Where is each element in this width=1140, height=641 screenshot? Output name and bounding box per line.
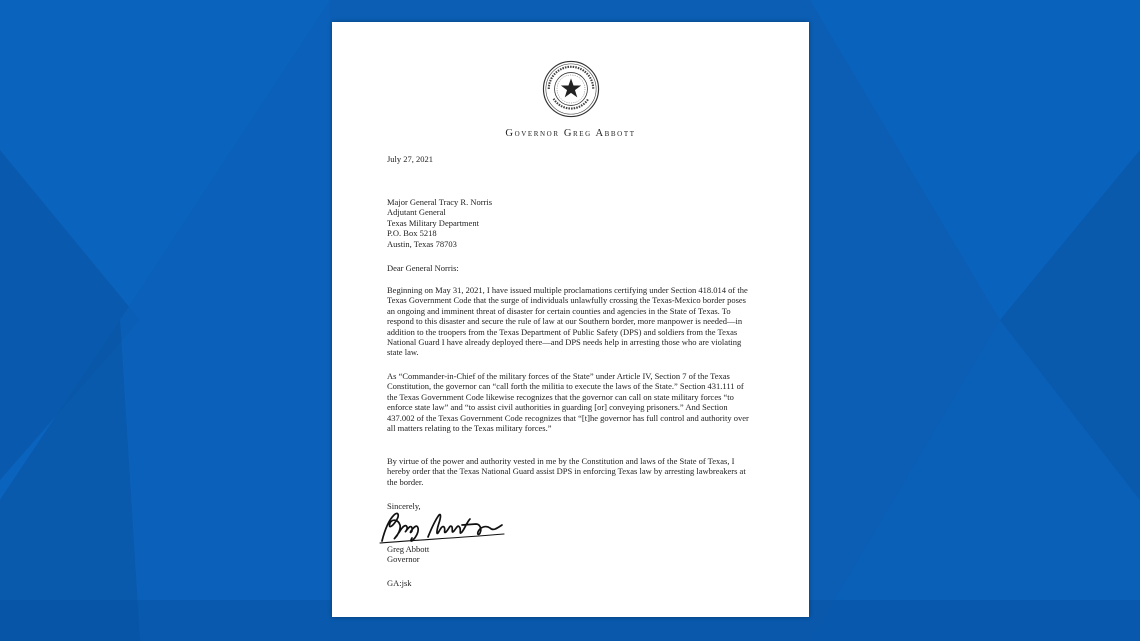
signer-title: Governor <box>387 554 420 565</box>
recipient-line: Adjutant General <box>387 207 446 218</box>
recipient-line: P.O. Box 5218 <box>387 228 437 239</box>
paragraph-text: As “Commander-in-Chief of the military forces of the State” under Article IV, Section 7 of the Texas Constitution, the governor can “call forth the militia to execute the laws of the State.” Section 431.111 of the Texas Government Code likewise recognizes that the governor can call on state military forces “to enforce state law” and “to assist civil authorities in guarding [or] conveying prisoners.” And Section 437.002 of the Texas Government Code recognizes that “[t]he governor has full control and authority over all matters relating to the Texas military forces.” <box>387 371 749 434</box>
recipient-line: Texas Military Department <box>387 217 479 228</box>
closing: Sincerely, <box>387 501 421 511</box>
letterhead-title: Governor Greg Abbott <box>505 128 636 139</box>
signer-block <box>387 544 755 565</box>
governor-letter <box>332 22 809 617</box>
recipient-address <box>387 197 755 249</box>
paragraph-text: By virtue of the power and authority vested in me by the Constitution and laws of the State of Texas, I hereby order that the Texas National Guard assist DPS in enforcing Texas law by arresting lawbreakers at the border. <box>387 456 746 487</box>
recipient-line: Austin, Texas 78703 <box>387 238 457 249</box>
handwritten-signature <box>376 507 508 545</box>
body-paragraph-2 <box>387 371 755 433</box>
texas-governor-seal <box>542 60 600 118</box>
paragraph-text: Beginning on May 31, 2021, I have issued multiple proclamations certifying under Section 418.014 of the Texas Government Code that the surge of individuals unlawfully crossing the Texas-Mexico border poses an ongoing and imminent threat of disaster for certain counties and agencies in the State of Texas. To respond to this disaster and secure the rule of law at our Southern border, more manpower is needed—in addition to the troopers from the Texas Department of Public Safety (DPS) and soldiers from the Texas National Guard I have already deployed there—and DPS needs help in arresting those who are violating state law. <box>387 285 748 358</box>
typist-initials: GA:jsk <box>387 578 412 588</box>
body-paragraph-3 <box>387 456 755 487</box>
body-paragraph-1 <box>387 285 755 358</box>
letter-date: July 27, 2021 <box>387 154 434 164</box>
recipient-line: Major General Tracy R. Norris <box>387 197 493 207</box>
salutation: Dear General Norris: <box>387 263 459 273</box>
signer-name: Greg Abbott <box>387 544 430 554</box>
